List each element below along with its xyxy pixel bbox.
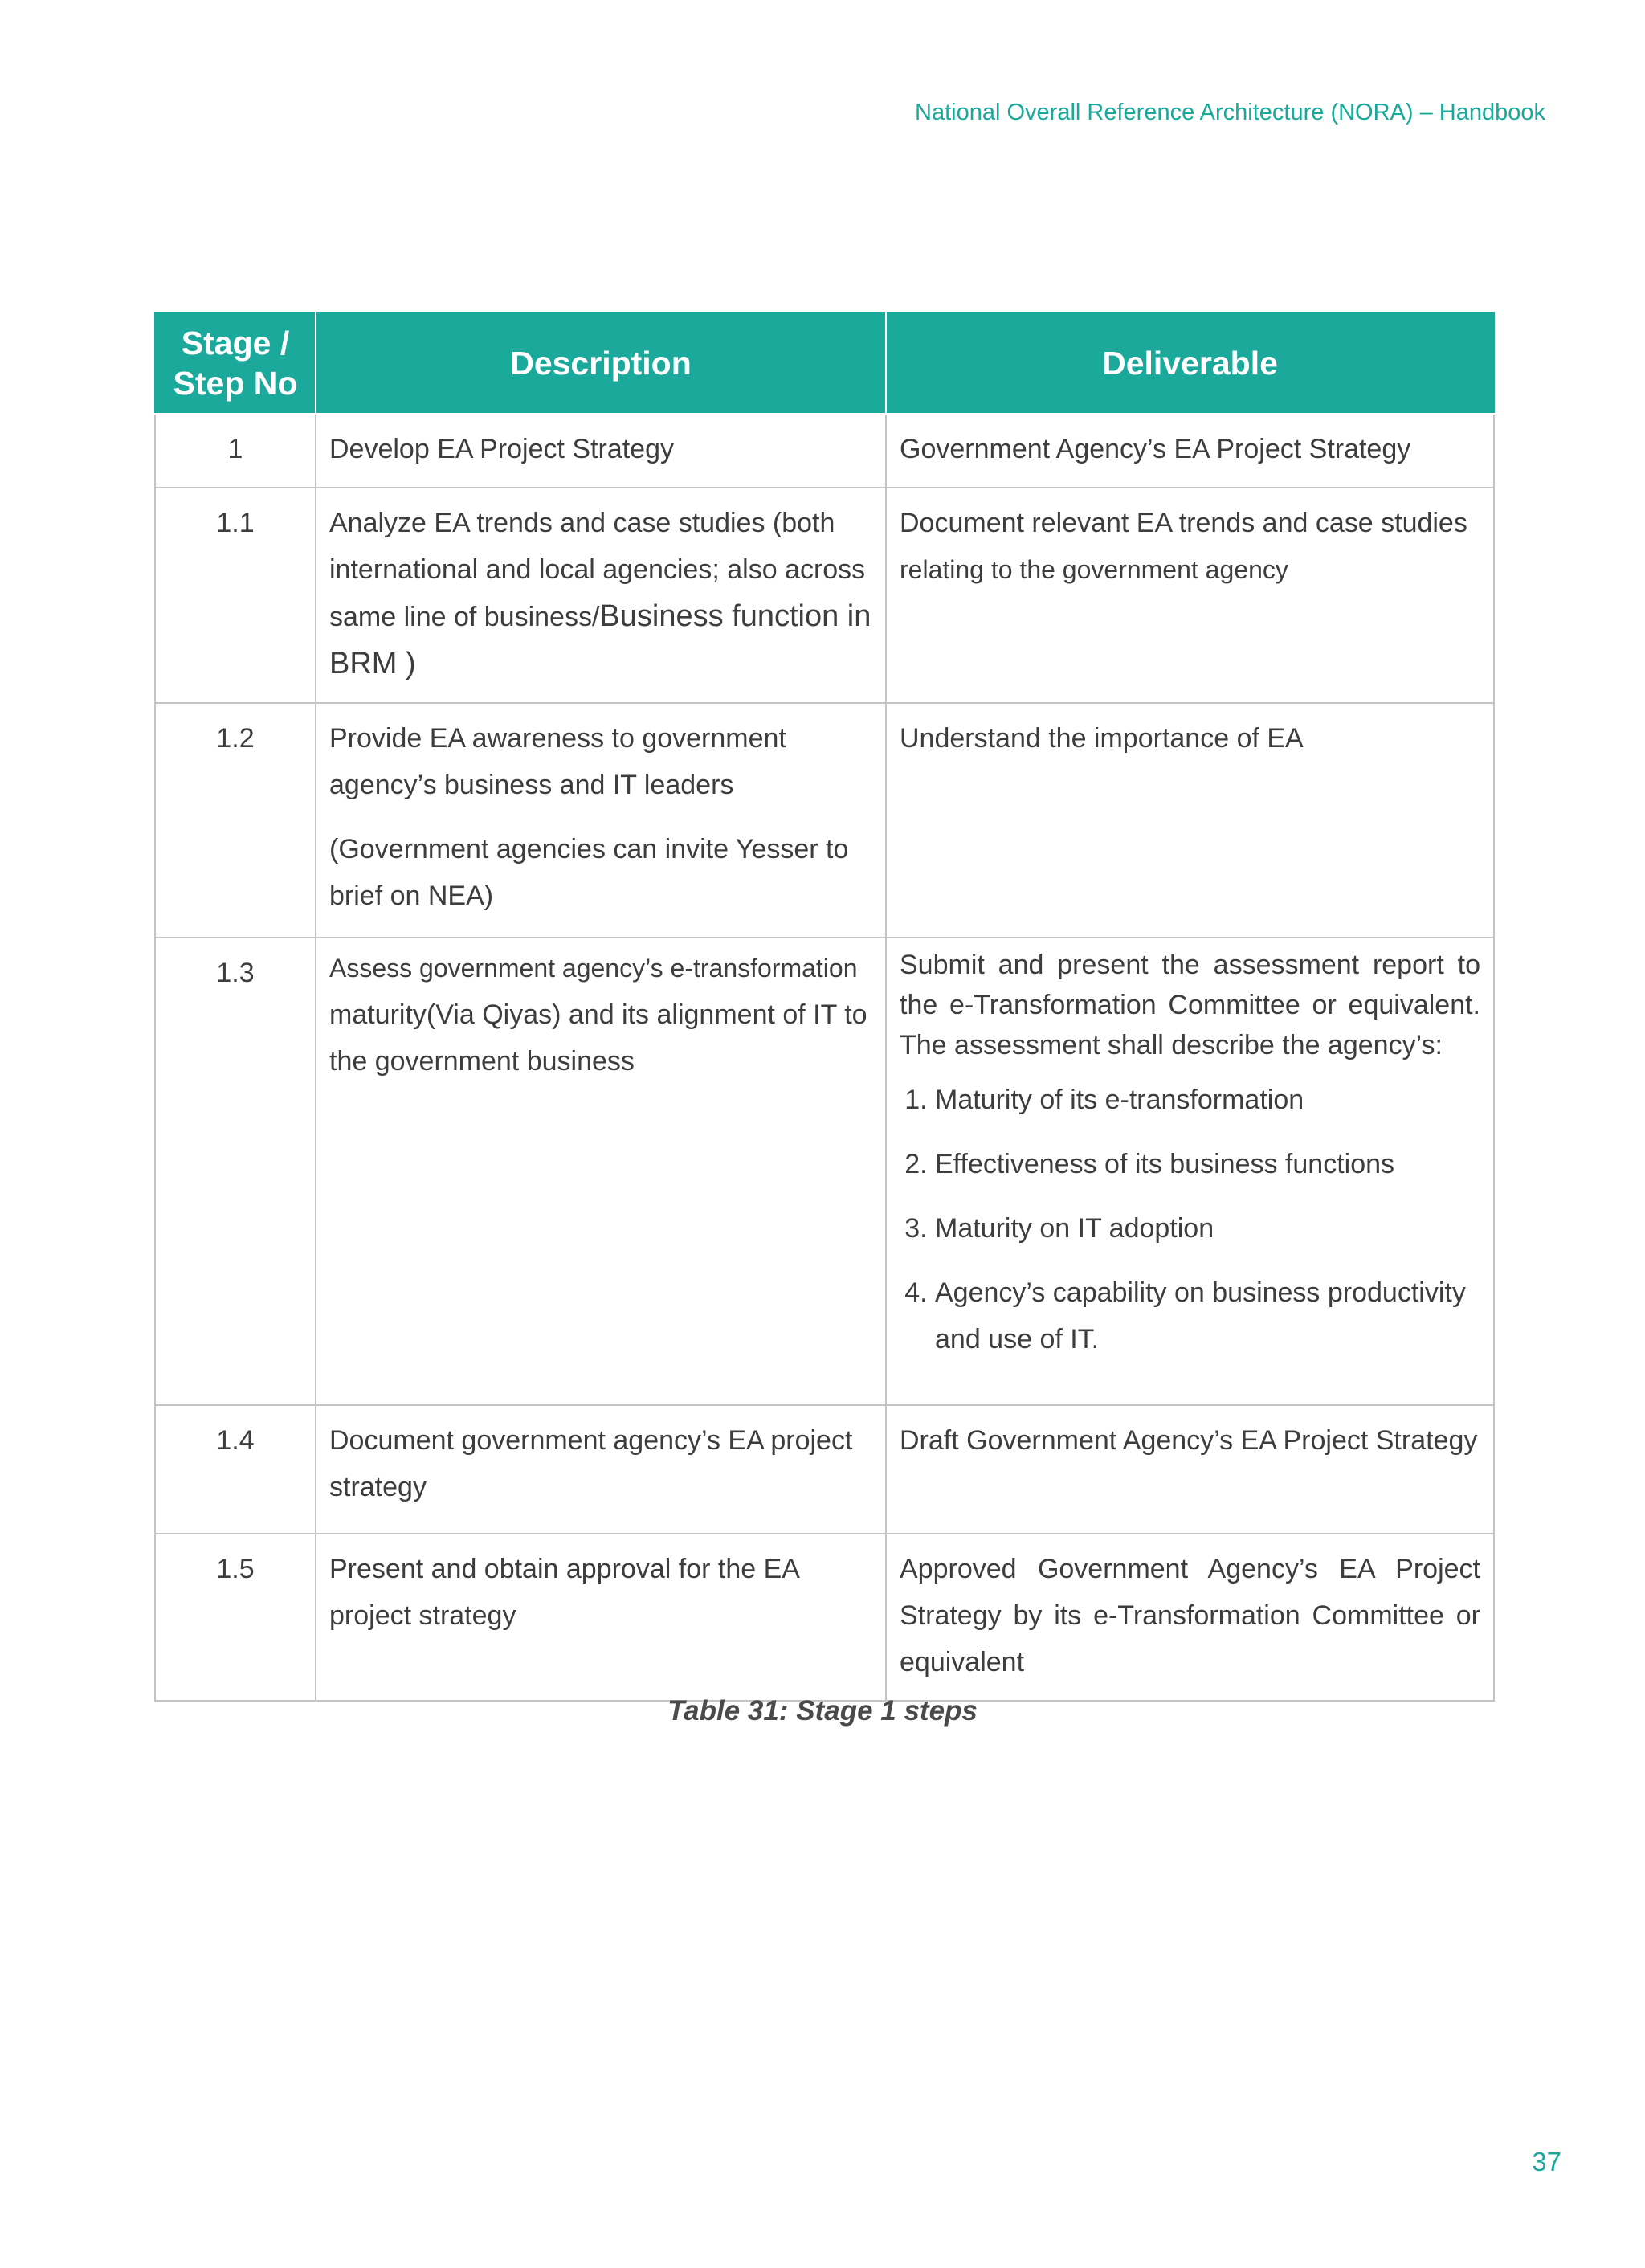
description-note: (Government agencies can invite Yesser to brief on NEA) <box>329 834 849 911</box>
page-number: 37 <box>1532 2147 1561 2176</box>
deliverable-text-continued: relating to the government agency <box>900 555 1288 584</box>
description-text: Analyze EA trends and case studies (both international and local agencies; also across same line of business/ <box>329 508 866 632</box>
table-header-row <box>155 313 1494 414</box>
step-number: 1 <box>155 414 316 488</box>
table-row <box>155 414 1494 488</box>
step-deliverable <box>886 938 1494 1405</box>
step-description <box>316 703 886 938</box>
step-description: Present and obtain approval for the EA project strategy <box>316 1534 886 1701</box>
step-number: 1.3 <box>155 938 316 1405</box>
table-row <box>155 1534 1494 1701</box>
deliverable-intro: Submit and present the assessment report to the e-Transformation Committee or equivalent. The assessment shall describe the agency’s: <box>900 950 1480 1060</box>
step-deliverable: Understand the importance of EA <box>886 703 1494 938</box>
step-deliverable <box>886 488 1494 703</box>
list-item: 1. Maturity of its e-transformation <box>935 1077 1480 1123</box>
running-header: National Overall Reference Architecture (NORA) – Handbook <box>915 100 1545 125</box>
step-description <box>316 488 886 703</box>
description-suffix: Business function in BRM ) <box>329 599 871 680</box>
step-number: 1.1 <box>155 488 316 703</box>
deliverable-text: Document relevant EA trends and case studies <box>900 508 1467 538</box>
step-number: 1.4 <box>155 1405 316 1534</box>
table-row <box>155 703 1494 938</box>
assessment-criteria-list <box>900 1077 1480 1363</box>
list-item: 3. Maturity on IT adoption <box>935 1205 1480 1252</box>
step-description <box>316 938 886 1405</box>
description-text-continued: maturity(Via Qiyas) and its alignment of IT to the government business <box>329 999 867 1077</box>
step-deliverable: Draft Government Agency’s EA Project Strategy <box>886 1405 1494 1534</box>
stage-steps-table <box>154 312 1495 1702</box>
header-description: Description <box>316 313 886 414</box>
step-number: 1.5 <box>155 1534 316 1701</box>
step-description: Document government agency’s EA project strategy <box>316 1405 886 1534</box>
list-item: 2. Effectiveness of its business functions <box>935 1141 1480 1187</box>
table-row <box>155 938 1494 1405</box>
step-deliverable: Government Agency’s EA Project Strategy <box>886 414 1494 488</box>
header-deliverable: Deliverable <box>886 313 1494 414</box>
list-item: 4. Agency’s capability on business productivity and use of IT. <box>935 1269 1480 1363</box>
table-caption: Table 31: Stage 1 steps <box>667 1695 978 1727</box>
header-step-no: Stage / Step No <box>155 313 316 414</box>
table-row <box>155 1405 1494 1534</box>
description-text: Assess government agency’s e-transformation <box>329 954 858 983</box>
table-row <box>155 488 1494 703</box>
step-deliverable: Approved Government Agency’s EA Project Strategy by its e-Transformation Committee or equivalent <box>886 1534 1494 1701</box>
step-description: Develop EA Project Strategy <box>316 414 886 488</box>
description-text: Provide EA awareness to government agency’s business and IT leaders <box>329 723 786 800</box>
step-number: 1.2 <box>155 703 316 938</box>
